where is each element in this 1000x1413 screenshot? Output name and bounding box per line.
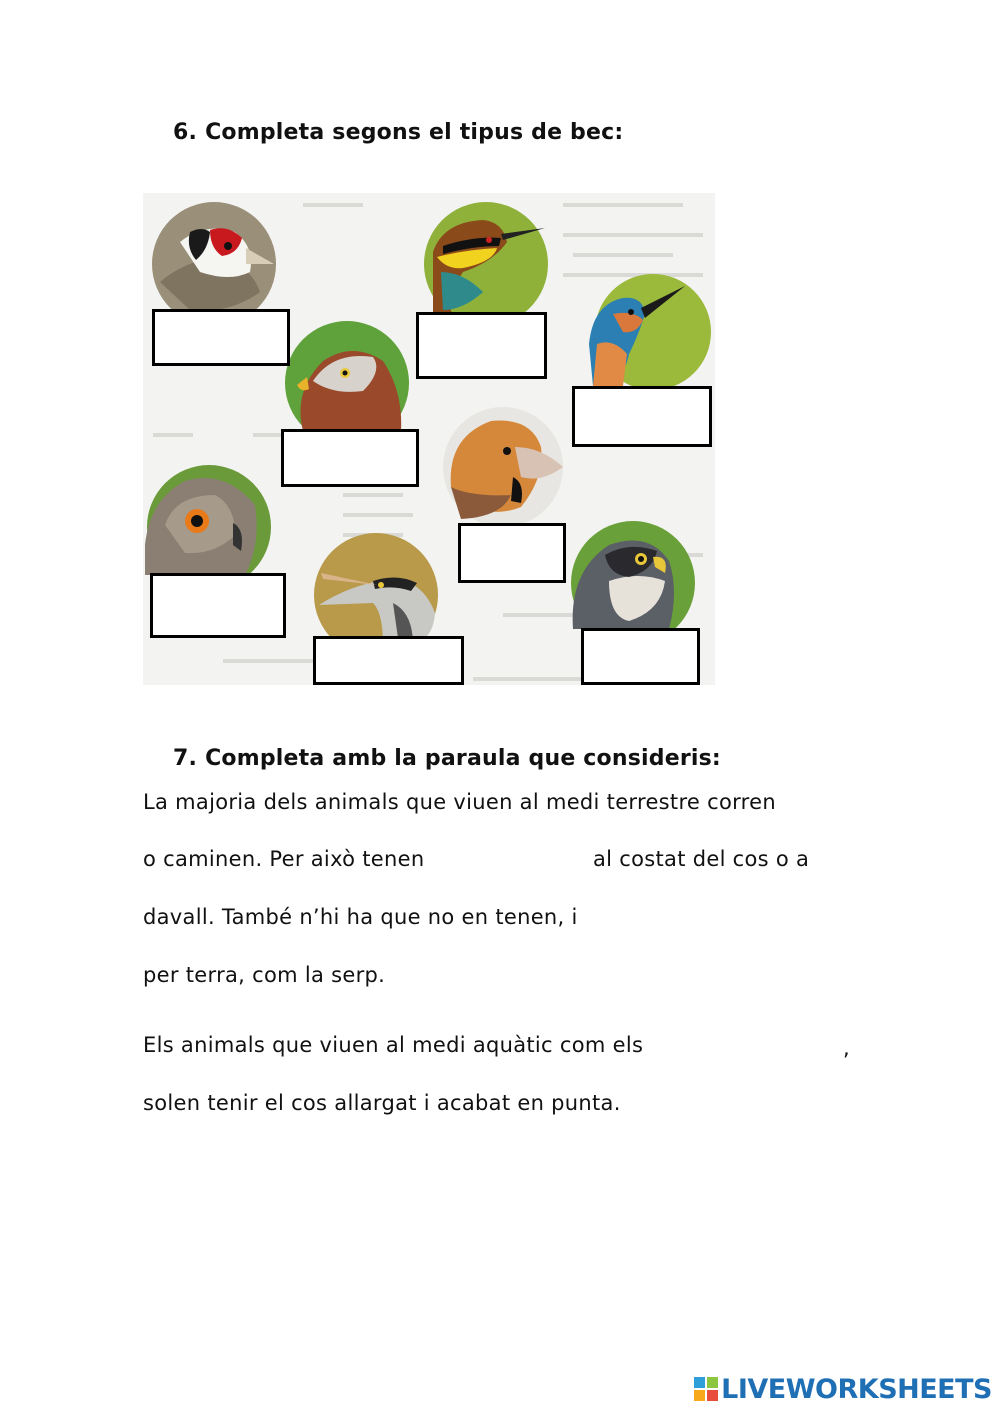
blank-legs[interactable]	[458, 846, 588, 876]
answer-box-falcon[interactable]	[581, 628, 700, 685]
hawfinch-photo	[441, 407, 567, 523]
blank-crawl[interactable]	[630, 904, 840, 934]
exercise-6-title: Completa segons el tipus de bec:	[205, 120, 624, 145]
paragraph1-line1: La majoria dels animals que viuen al medi terrestre corren	[143, 790, 776, 814]
paragraph1-line2-before: o caminen. Per això tenen	[143, 847, 425, 871]
answer-box-red-kite[interactable]	[281, 429, 419, 487]
answer-box-goldfinch[interactable]	[152, 309, 290, 366]
blank-fish[interactable]	[695, 1032, 835, 1062]
liveworksheets-logo-icon	[694, 1377, 718, 1401]
answer-box-hawfinch[interactable]	[458, 523, 566, 583]
bird-photo-collage	[143, 193, 715, 685]
paragraph1-line4: per terra, com la serp.	[143, 963, 386, 987]
answer-box-kingfisher[interactable]	[572, 386, 712, 447]
falcon-photo	[569, 521, 697, 629]
liveworksheets-brand: LIVEWORKSHEETS	[721, 1373, 992, 1405]
exercise-6-number: 6.	[173, 120, 198, 145]
liveworksheets-logo	[694, 1371, 992, 1407]
exercise-6-heading	[173, 120, 623, 145]
exercise-7-heading	[173, 746, 721, 771]
bee-eater-photo	[423, 202, 549, 314]
paragraph2-comma: ,	[843, 1036, 850, 1060]
paragraph1-line3: davall. També n’hi ha que no en tenen, i	[143, 905, 578, 929]
owl-photo	[145, 465, 273, 575]
paragraph2-line1: Els animals que viuen al medi aquàtic com els	[143, 1033, 644, 1057]
exercise-7-number: 7.	[173, 746, 198, 771]
answer-box-owl[interactable]	[150, 573, 286, 638]
red-kite-photo	[283, 321, 411, 431]
answer-box-bee-eater[interactable]	[416, 312, 547, 379]
paragraph2-line2: solen tenir el cos allargat i acabat en punta.	[143, 1091, 621, 1115]
answer-box-heron[interactable]	[313, 636, 464, 685]
heron-photo	[313, 533, 439, 645]
kingfisher-photo	[583, 274, 713, 386]
paragraph1-line2-after: al costat del cos o a	[593, 847, 810, 871]
exercise-7-title: Completa amb la paraula que consideris:	[205, 746, 721, 771]
goldfinch-photo	[150, 202, 278, 314]
